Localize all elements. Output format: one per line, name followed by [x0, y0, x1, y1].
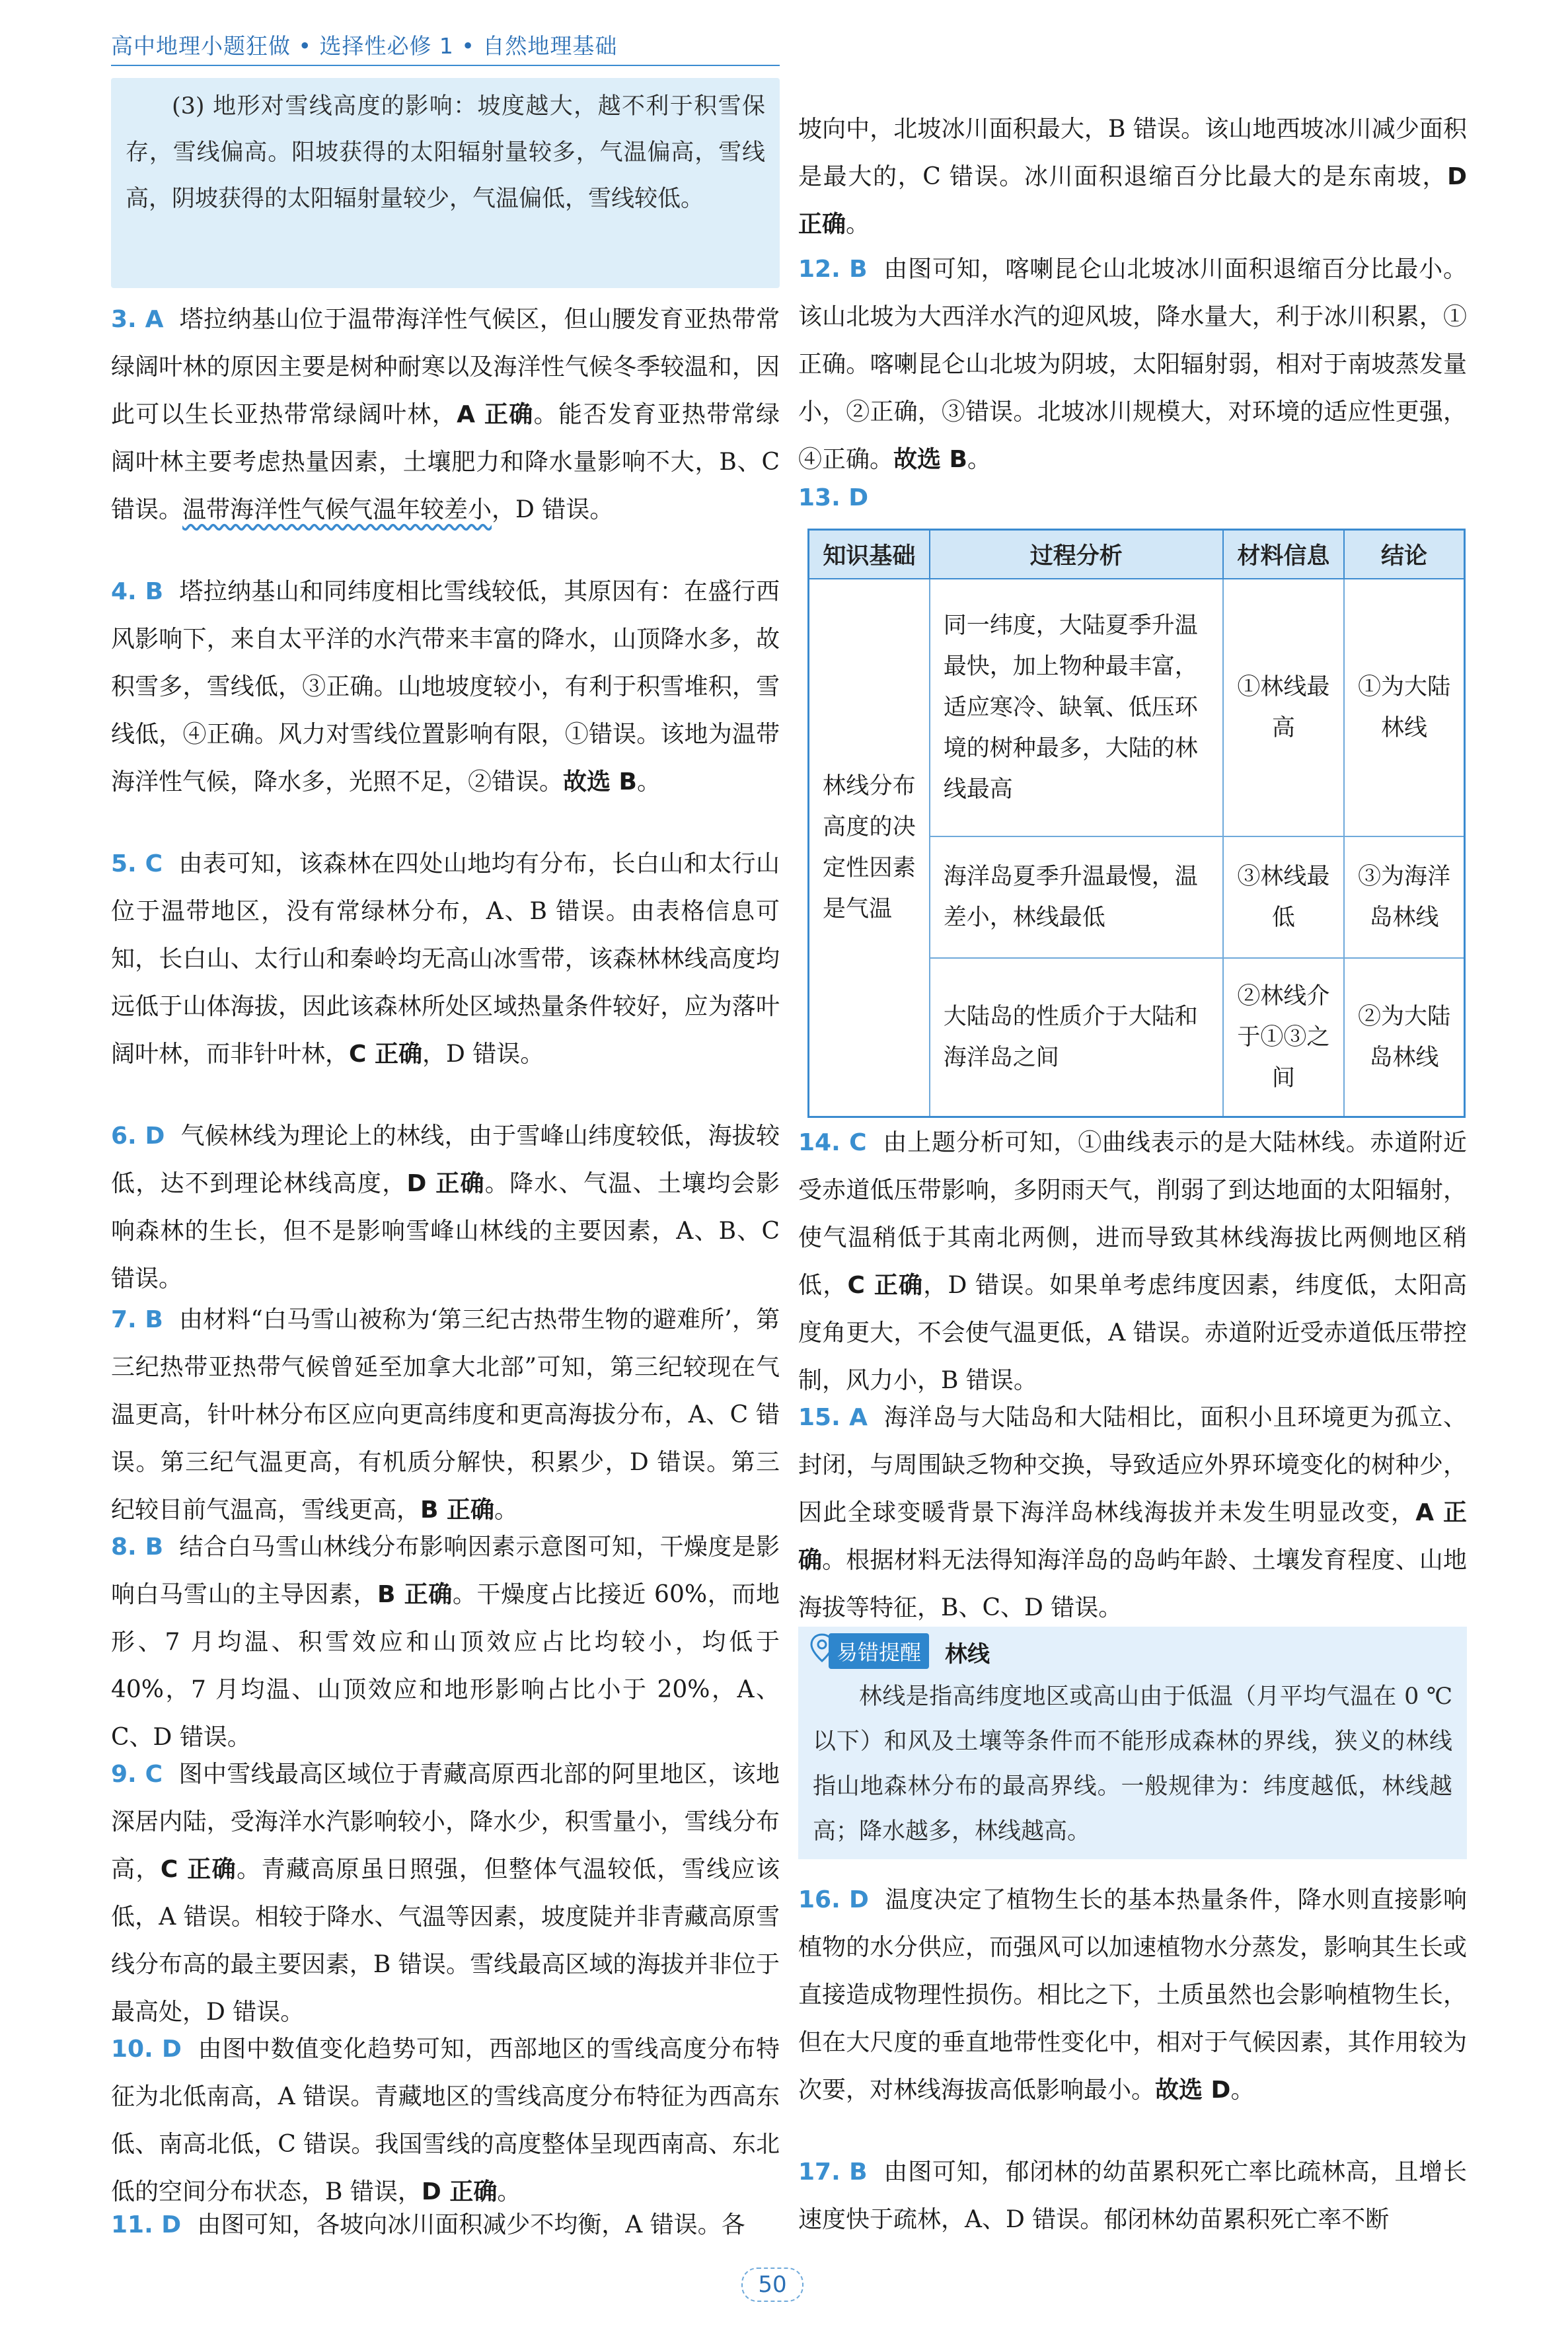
answer-12: 12. B 由图可知，喀喇昆仑山北坡冰川面积退缩百分比最小。该山北坡为大西洋水汽的迎风坡，降水量大，利于冰川积累，①正确。喀喇昆仑山北坡为阴坡，太阳辐射弱，相对于南坡蒸发量小，②正确，③错误。北坡冰川规模大，对环境的适应性更强，④正确。故选 B。 — [798, 256, 1467, 473]
knowledge-table — [807, 529, 1466, 1118]
table-cell: ②为大陆岛林线 — [1344, 958, 1465, 1117]
answer-11-continued: 坡向中，北坡冰川面积最大，B 错误。该山地西坡冰川减少面积是最大的，C 错误。冰川面积退缩百分比最大的是东南坡，D 正确。 — [798, 116, 1467, 238]
answer-6: 6. D 气候林线为理论上的林线，由于雪峰山纬度较低，海拔较低，达不到理论林线高度，D 正确。降水、气温、土壤均会影响森林的生长，但不是影响雪峰山林线的主要因素，A、B、C 错误。 — [111, 1123, 780, 1292]
answer-7: 7. B 由材料“白马雪山被称为‘第三纪古热带生物的避难所’，第三纪热带亚热带气候曾延至加拿大北部”可知，第三纪较现在气温更高，针叶林分布区应向更高纬度和更高海拔分布，A、C 错误。第三纪气温更高，有机质分解快，积累少，D 错误。第三纪较目前气温高，雪线更高，B 正确。 — [111, 1306, 780, 1524]
answer-number: 3. A — [111, 306, 164, 333]
table-header: 结论 — [1344, 530, 1465, 579]
table-cell: 大陆岛的性质介于大陆和海洋岛之间 — [930, 958, 1223, 1117]
tip-box — [798, 1627, 1467, 1859]
tip-text: 林线是指高纬度地区或高山由于低温（月平均气温在 0 ℃以下）和风及土壤等条件而不能形成森林的界线，狭义的林线指山地森林分布的最高界线。一般规律为：纬度越低，林线越高；降水越多，林线越高。 — [813, 1683, 1452, 1845]
table-header: 材料信息 — [1223, 530, 1344, 579]
table-header-row — [809, 530, 1465, 579]
running-header: 高中地理小题狂做 • 选择性必修 1 • 自然地理基础 — [111, 33, 618, 59]
answer-14: 14. C 由上题分析可知，①曲线表示的是大陆林线。赤道附近受赤道低压带影响，多阴雨天气，削弱了到达地面的太阳辐射，使气温稍低于其南北两侧，进而导致其林线海拔比两侧地区稍低，C 正确，D 错误。如果单考虑纬度因素，纬度低，太阳高度角更大，不会使气温更低，A 错误。赤道附近受赤道低压带控制，风力小，B 错误。 — [798, 1129, 1467, 1394]
answer-11: 11. D 由图可知，各坡向冰川面积减少不均衡，A 错误。各 — [111, 2211, 745, 2238]
tip-badge: 易错提醒 — [829, 1633, 929, 1669]
table-cell: ①林线最高 — [1223, 579, 1344, 836]
intro-box — [111, 78, 780, 288]
answer-9: 9. C 图中雪线最高区域位于青藏高原西北部的阿里地区，该地深居内陆，受海洋水汽影响较小，降水少，积雪量小，雪线分布高，C 正确。青藏高原虽日照强，但整体气温较低，雪线应该低，A 错误。相较于降水、气温等因素，坡度陡并非青藏高原雪线分布高的最主要因素，B 错误。雪线最高区域的海拔并非位于最高处，D 错误。 — [111, 1761, 780, 2026]
table-cell: ③林线最低 — [1223, 836, 1344, 958]
table-row — [809, 579, 1465, 836]
table-cell: 同一纬度，大陆夏季升温最快，加上物种最丰富，适应寒冷、缺氧、低压环境的树种最多，大陆的林线最高 — [930, 579, 1223, 836]
answer-3: 3. A 塔拉纳基山位于温带海洋性气候区，但山腰发育亚热带常绿阔叶林的原因主要是树种耐寒以及海洋性气候冬季较温和，因此可以生长亚热带常绿阔叶林，A 正确。能否发育亚热带常绿阔叶林主要考虑热量因素，土壤肥力和降水量影响不大，B、C 错误。温带海洋性气候气温年较差小，D 错误。 — [111, 306, 780, 523]
page-number: 50 — [741, 2268, 803, 2302]
table-header: 知识基础 — [809, 530, 930, 579]
table-cell: 海洋岛夏季升温最慢，温差小，林线最低 — [930, 836, 1223, 958]
answer-8: 8. B 结合白马雪山林线分布影响因素示意图可知，干燥度是影响白马雪山的主导因素，B 正确。干燥度占比接近 60%，而地形、7 月均温、积雪效应和山顶效应占比均较小，均低于 40%，7 月均温、山顶效应和地形影响占比小于 20%，A、C、D 错误。 — [111, 1533, 780, 1751]
answer-15: 15. A 海洋岛与大陆岛和大陆相比，面积小且环境更为孤立、封闭，与周围缺乏物种交换，导致适应外界环境变化的树种少，因此全球变暖背景下海洋岛林线海拔并未发生明显改变，A 正确。根据材料无法得知海洋岛的岛屿年龄、土壤发育程度、山地海拔等特征，B、C、D 错误。 — [798, 1404, 1467, 1621]
table-cell: ②林线介于①③之间 — [1223, 958, 1344, 1117]
answer-17: 17. B 由图可知，郁闭林的幼苗累积死亡率比疏林高，且增长速度快于疏林，A、D 错误。郁闭林幼苗累积死亡率不断 — [798, 2159, 1467, 2233]
table-cell: ③为海洋岛林线 — [1344, 836, 1465, 958]
answer-16: 16. D 温度决定了植物生长的基本热量条件，降水则直接影响植物的水分供应，而强风可以加速植物水分蒸发，影响其生长或直接造成物理性损伤。相比之下，土质虽然也会影响植物生长，但在大尺度的垂直地带性变化中，相对于气候因素，其作用较为次要，对林线海拔高低影响最小。故选 D。 — [798, 1886, 1467, 2104]
header-rule — [111, 65, 780, 66]
intro-box-text: (3) 地形对雪线高度的影响：坡度越大，越不利于积雪保存，雪线偏高。阳坡获得的太阳辐射量较多，气温偏高，雪线高，阴坡获得的太阳辐射量较少，气温偏低，雪线较低。 — [126, 93, 765, 212]
answer-4: 4. B 塔拉纳基山和同纬度相比雪线较低，其原因有：在盛行西风影响下，来自太平洋的水汽带来丰富的降水，山顶降水多，故积雪多，雪线低，③正确。山地坡度较小，有利于积雪堆积，雪线低，④正确。风力对雪线位置影响有限，①错误。该地为温带海洋性气候，降水多，光照不足，②错误。故选 B。 — [111, 578, 780, 795]
tip-title: 林线 — [945, 1641, 990, 1668]
answer-10: 10. D 由图中数值变化趋势可知，西部地区的雪线高度分布特征为北低南高，A 错误。青藏地区的雪线高度分布特征为西高东低、南高北低，C 错误。我国雪线的高度整体呈现西南高、东北低的空间分布状态，B 错误，D 正确。 — [111, 2036, 780, 2205]
table-cell: ①为大陆林线 — [1344, 579, 1465, 836]
table-header: 过程分析 — [930, 530, 1223, 579]
table-cell-basis: 林线分布高度的决定性因素是气温 — [809, 579, 930, 1117]
answer-5: 5. C 由表可知，该森林在四处山地均有分布，长白山和太行山位于温带地区，没有常绿林分布，A、B 错误。由表格信息可知，长白山、太行山和秦岭均无高山冰雪带，该森林林线高度均远低于山体海拔，因此该森林所处区域热量条件较好，应为落叶阔叶林，而非针叶林，C 正确，D 错误。 — [111, 850, 780, 1068]
answer-13: 13. D — [798, 484, 869, 511]
wavy-underline: 温带海洋性气候气温年较差小 — [182, 496, 492, 523]
